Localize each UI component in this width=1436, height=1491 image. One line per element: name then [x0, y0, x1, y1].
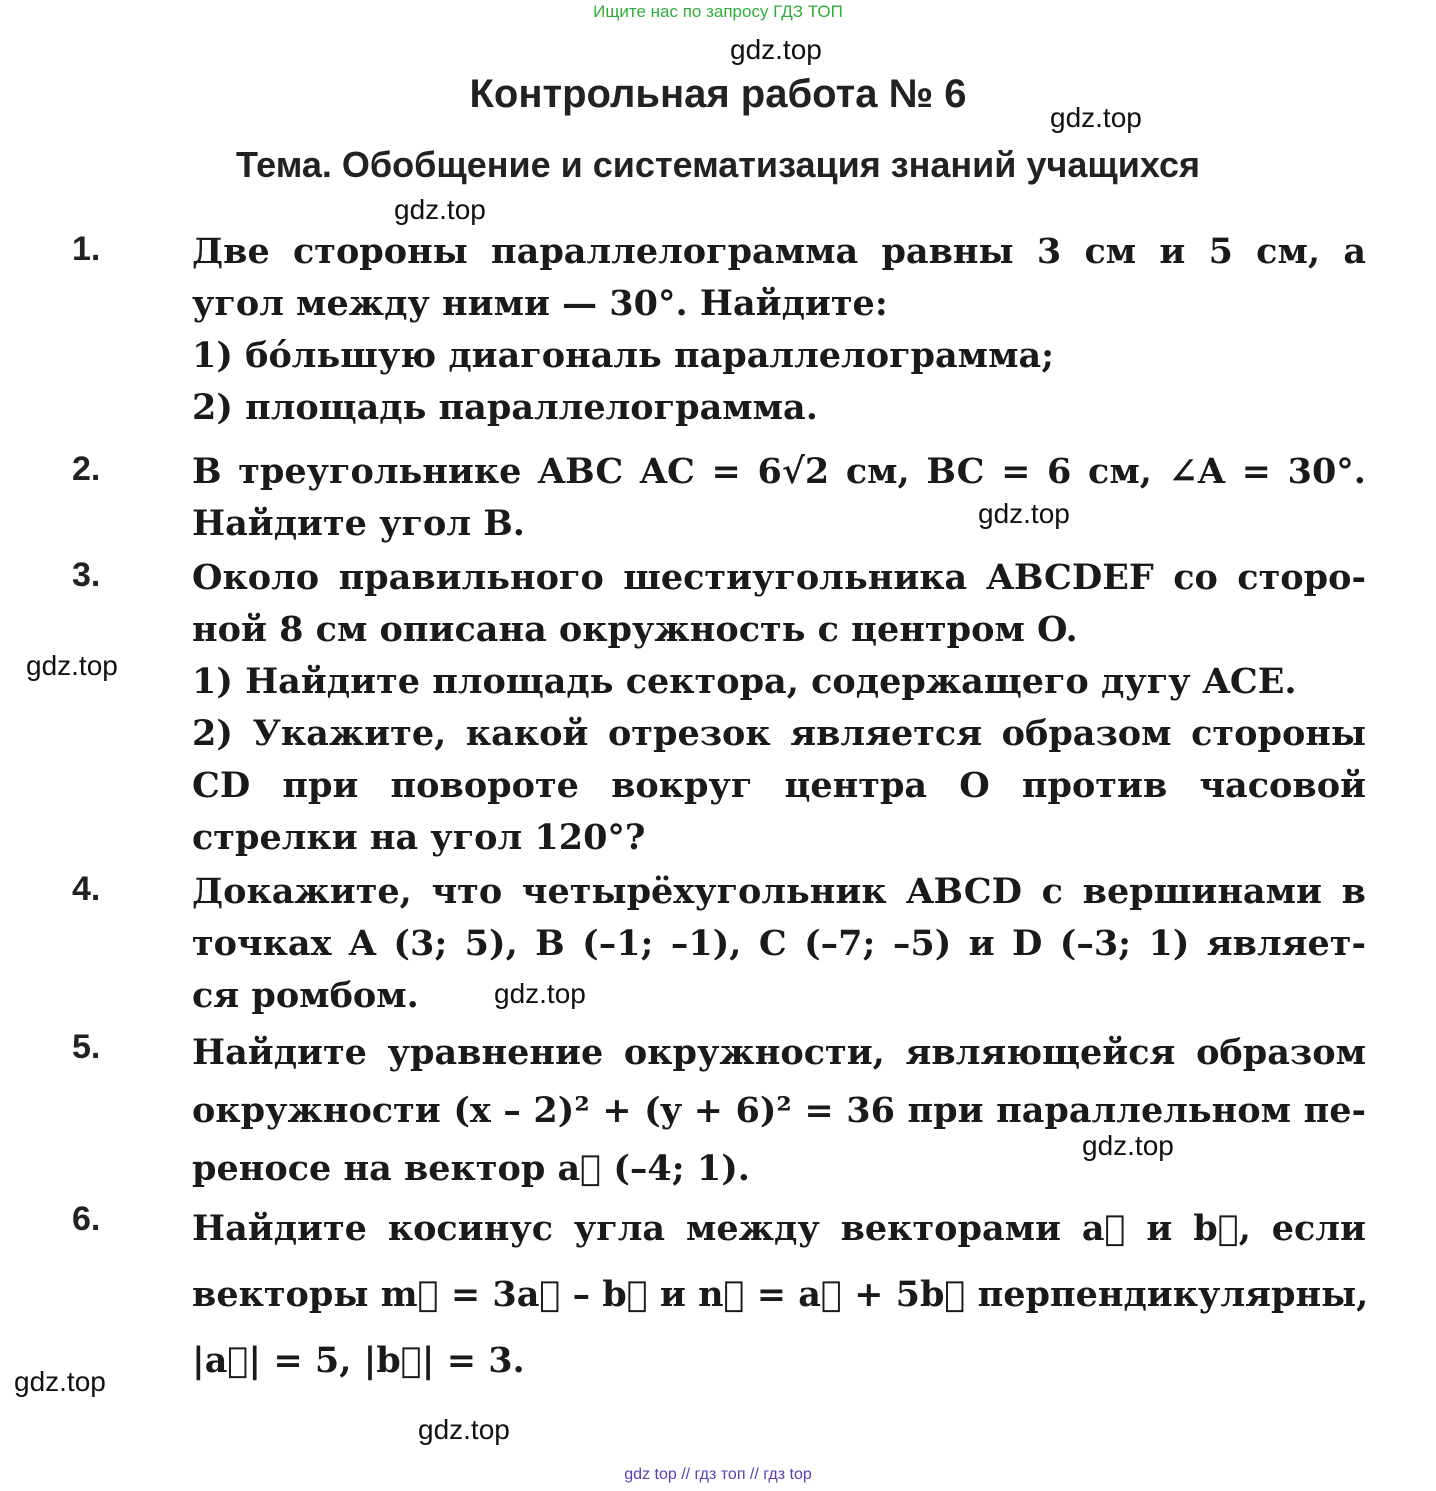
- problem-line: Найдите косинус угла между векторами a⃗ и b⃗, если: [192, 1208, 1366, 1249]
- problem-text: [192, 226, 1366, 434]
- site-banner-top[interactable]: Ищите нас по запросу ГДЗ ТОП: [593, 2, 843, 21]
- watermark: gdz.top: [394, 194, 486, 225]
- problem-line: стрелки на угол 120°?: [192, 817, 646, 858]
- problem-line: 1) Найдите площадь сектора, содержащего дугу ACE.: [192, 661, 1297, 702]
- problem-line: ся ромбом.: [192, 975, 419, 1016]
- problem-text: [192, 1024, 1366, 1198]
- problem-number: 6.: [72, 1200, 101, 1238]
- problem-line: 2) Укажите, какой отрезок является образом стороны: [192, 713, 1366, 754]
- problem-line: Найдите угол B.: [192, 503, 525, 544]
- site-banner-bottom[interactable]: gdz top // гдз топ // гдз top: [624, 1466, 812, 1483]
- problem-line: ной 8 см описана окружность с центром O.: [192, 609, 1078, 650]
- page-topic: Тема. Обобщение и систематизация знаний учащихся: [235, 144, 1201, 185]
- problem-line: Докажите, что четырёхугольник ABCD с вершинами в: [192, 871, 1366, 912]
- problem-number: 3.: [72, 556, 101, 594]
- problem-line: CD при повороте вокруг центра O против часовой: [192, 765, 1366, 806]
- watermark: gdz.top: [14, 1366, 106, 1397]
- problem-text: [192, 446, 1366, 550]
- problem-line: Две стороны параллелограмма равны 3 см и 5 см, а: [192, 231, 1366, 272]
- problem-number: 4.: [72, 870, 101, 908]
- problem-line: 1) бо́льшую диагональ параллелограмма;: [192, 335, 1055, 376]
- page-title: Контрольная работа № 6: [469, 72, 967, 116]
- problem-number: 5.: [72, 1028, 101, 1066]
- problem-line: 2) площадь параллелограмма.: [192, 387, 818, 428]
- watermark: gdz.top: [978, 498, 1070, 529]
- watermark: gdz.top: [494, 978, 586, 1009]
- problem-text: [192, 552, 1366, 864]
- problem-line: угол между ними — 30°. Найдите:: [192, 283, 888, 324]
- problem-line: точках A (3; 5), B (–1; –1), C (–7; –5) и D (–3; 1) являет-: [192, 923, 1366, 964]
- watermark: gdz.top: [418, 1414, 510, 1445]
- problem-text: [192, 866, 1366, 1022]
- watermark: gdz.top: [730, 34, 822, 65]
- problem-line: реносе на вектор a⃗ (–4; 1).: [192, 1148, 750, 1189]
- problem-line: |a⃗| = 5, |b⃗| = 3.: [192, 1340, 525, 1381]
- problem-line: В треугольнике ABC AC = 6√2 см, BC = 6 см, ∠A = 30°.: [192, 451, 1366, 492]
- problem-number: 2.: [72, 450, 101, 488]
- problem-text: [192, 1196, 1369, 1394]
- problem-line: Найдите уравнение окружности, являющейся образом: [192, 1032, 1366, 1073]
- problem-line: Около правильного шестиугольника ABCDEF со сторо-: [192, 557, 1366, 598]
- watermark: gdz.top: [1082, 1130, 1174, 1161]
- problem-line: векторы m⃗ = 3a⃗ – b⃗ и n⃗ = a⃗ + 5b⃗ перпендикулярны,: [192, 1274, 1369, 1315]
- watermark: gdz.top: [26, 650, 118, 681]
- problem-line: окружности (x – 2)² + (y + 6)² = 36 при параллельном пе-: [192, 1090, 1366, 1131]
- watermark: gdz.top: [1050, 102, 1142, 133]
- problem-number: 1.: [72, 230, 101, 268]
